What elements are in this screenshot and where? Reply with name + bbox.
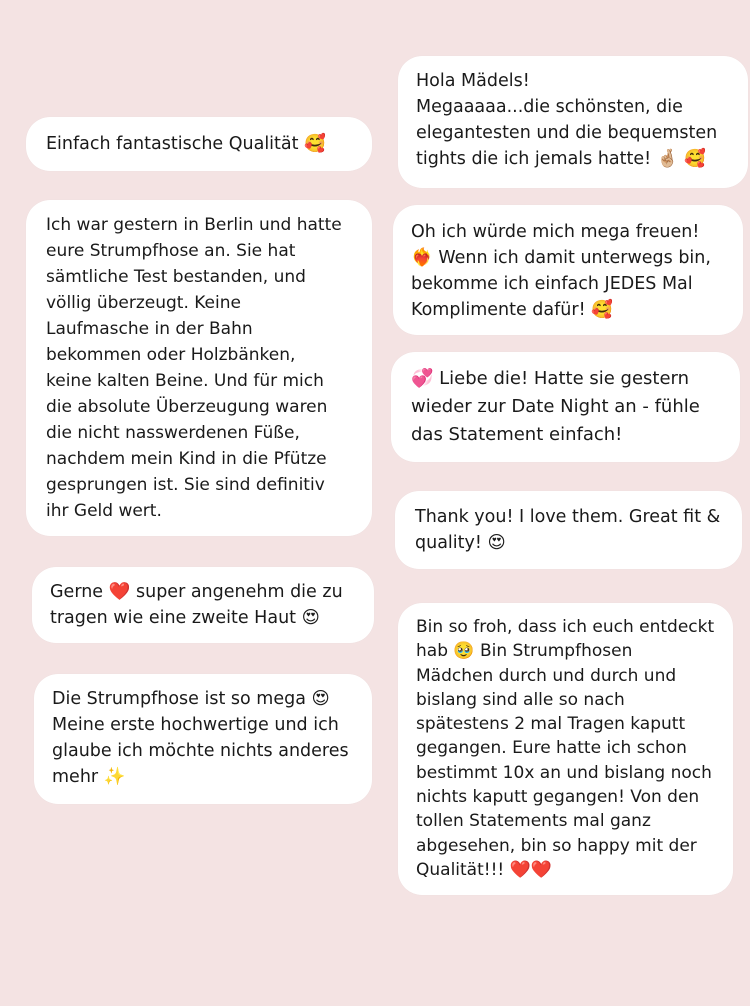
message-bubble-thankyou <box>395 491 742 569</box>
message-bubble-froh <box>398 603 733 895</box>
message-bubble-berlin <box>26 200 372 536</box>
message-bubble-freuen <box>393 205 743 335</box>
message-text: Oh ich würde mich mega freuen! ❤️‍🔥 Wenn ich damit unterwegs bin, bekomme ich einfach JEDES Mal Komplimente dafür! 🥰 <box>411 222 711 320</box>
message-bubble-mega <box>34 674 372 804</box>
message-text: Ich war gestern in Berlin und hatte eure Strumpfhose an. Sie hat sämtliche Test bestanden, und völlig überzeugt. Keine Laufmasche in der Bahn bekommen oder Holzbänken, keine kalten Beine. Und für mich die absolute Überzeugung waren die nicht nasswerdenen Füße, nachdem mein Kind in die Pfütze gesprungen ist. Sie sind definitiv ihr Geld wert. <box>46 215 342 521</box>
message-text: Die Strumpfhose ist so mega 😍 Meine erste hochwertige und ich glaube ich möchte nichts anderes mehr ✨ <box>52 689 349 787</box>
message-text: Hola Mädels! Megaaaaa...die schönsten, die elegantesten und die bequemsten tights die ich jemals hatte! 🤞🏼 🥰 <box>416 71 718 169</box>
message-bubble-liebe <box>391 352 740 462</box>
message-text: Thank you! I love them. Great fit & quality! 😍 <box>415 507 721 553</box>
message-text: 💞 Liebe die! Hatte sie gestern wieder zur Date Night an - fühle das Statement einfach! <box>411 368 700 445</box>
message-text: Einfach fantastische Qualität 🥰 <box>46 134 326 154</box>
message-bubble-gerne <box>32 567 374 643</box>
message-text: Gerne ❤️ super angenehm die zu tragen wie eine zweite Haut 😍 <box>50 582 343 628</box>
message-text: Bin so froh, dass ich euch entdeckt hab 🥹 Bin Strumpfhosen Mädchen durch und durch und bislang sind alle so nach spätestens 2 mal Tragen kaputt gegangen. Eure hatte ich schon bestimmt 10x an und bislang noch nichts kaputt gegangen! Von den tollen Statements mal ganz abgesehen, bin so happy mit der Qualität!!! ❤️❤️ <box>416 617 715 880</box>
message-bubble-qualitaet <box>26 117 372 171</box>
message-bubble-hola <box>398 56 748 188</box>
